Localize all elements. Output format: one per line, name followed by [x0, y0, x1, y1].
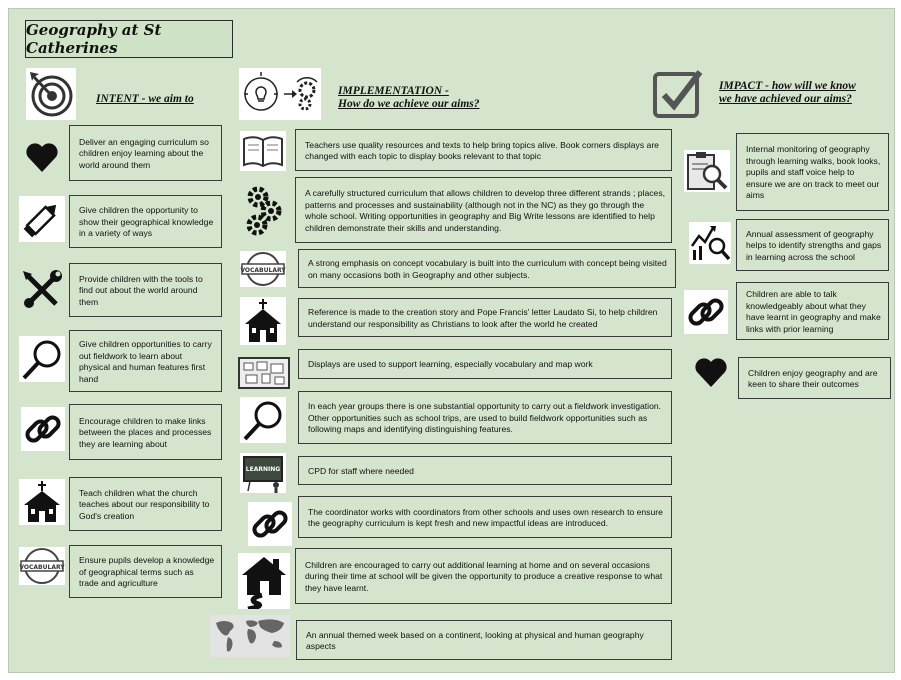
- impact-item: Internal monitoring of geography through learning walks, book looks, pupils and staff voice help to ensure we are on track to meet our aims: [736, 133, 889, 211]
- implementation-item: A carefully structured curriculum that allows children to develop three different strands ; places, patterns and processes and sustainability (although not in the NC) as they go through the whole school. Writing opportunities in geography and Big Write lessons are identified to help children demonstrate their skills and understanding.: [295, 177, 672, 243]
- page-title: Geography at St Catherines: [25, 20, 233, 58]
- impact-heading-line2: we have achieved our aims?: [719, 93, 852, 105]
- vocabulary-stamp-icon: [240, 251, 286, 287]
- impact-item: Annual assessment of geography helps to identify strengths and gaps in learning across the school: [736, 219, 889, 271]
- implementation-item: Displays are used to support learning, especially vocabulary and map work: [298, 349, 672, 379]
- implementation-item: An annual themed week based on a continent, looking at physical and human geography aspects: [296, 620, 672, 660]
- implementation-item: In each year groups there is one substantial opportunity to carry out a fieldwork investigation. Other opportunities such as school trips, are used to build fieldwork opportunities such as following maps and identifying distinguishing features.: [298, 391, 672, 444]
- heart-icon: [25, 141, 59, 175]
- svg-text:LEARNING: LEARNING: [245, 466, 281, 473]
- vocabulary-stamp-icon: [19, 547, 65, 585]
- magnifier-icon: [240, 397, 286, 443]
- impact-item: Children are able to talk knowledgeably about what they have learnt in geography and make links with prior learning: [736, 282, 889, 340]
- intent-item: Deliver an engaging curriculum so children enjoy learning about the world around them: [69, 125, 222, 181]
- chart-search-icon: [689, 222, 731, 264]
- magnifier-icon: [19, 336, 65, 382]
- gears-icon: [244, 184, 284, 236]
- implementation-heading: [338, 85, 480, 111]
- learning-board-icon: [240, 453, 286, 493]
- chain-link-icon: [684, 290, 728, 334]
- chain-link-icon: [248, 502, 292, 546]
- intent-item: Ensure pupils develop a knowledge of geographical terms such as trade and agriculture: [69, 545, 222, 598]
- implementation-item: The coordinator works with coordinators from other schools and uses own research to ensure the geography curriculum is kept fresh and new impactful ideas are introduced.: [298, 496, 672, 538]
- implementation-heading-line1: IMPLEMENTATION -: [338, 85, 449, 97]
- implementation-item: Reference is made to the creation story and Pope Francis' letter Laudato Si, to help children understand our responsibility as Christians to look after the world he created: [298, 298, 672, 337]
- intent-heading: INTENT - we aim to: [96, 93, 194, 105]
- chain-link-icon: [21, 407, 65, 451]
- world-map-icon: [210, 615, 290, 657]
- intent-item: Encourage children to make links between the places and processes they are learning about: [69, 404, 222, 460]
- impact-item: Children enjoy geography and are keen to share their outcomes: [738, 357, 891, 399]
- implementation-heading-line2: How do we achieve our aims?: [338, 98, 480, 110]
- target-icon: [26, 68, 76, 120]
- pencil-icon: [19, 196, 65, 242]
- church-icon: [240, 297, 286, 345]
- church-icon: [19, 479, 65, 525]
- intent-item: Teach children what the church teaches about our responsibility to God's creation: [69, 477, 222, 531]
- intent-item: Provide children with the tools to find out about the world around them: [69, 263, 222, 317]
- implementation-item: A strong emphasis on concept vocabulary is built into the curriculum with concept being visited on many occasions both in Geography and other subjects.: [298, 249, 676, 288]
- home-path-icon: [238, 553, 290, 609]
- checkbox-tick-icon: [652, 68, 704, 120]
- display-board-icon: [238, 357, 290, 389]
- svg-text:VOCABULARY: VOCABULARY: [240, 267, 286, 274]
- intent-item: Give children opportunities to carry out fieldwork to learn about physical and human features first hand: [69, 330, 222, 392]
- clipboard-search-icon: [684, 150, 730, 192]
- book-icon: [240, 131, 286, 171]
- implementation-item: CPD for staff where needed: [298, 456, 672, 485]
- impact-heading-line1: IMPACT - how will we know: [719, 80, 856, 92]
- tools-icon: [20, 268, 64, 312]
- idea-gears-icon: [239, 68, 321, 120]
- heart-icon: [694, 356, 728, 390]
- svg-text:VOCABULARY: VOCABULARY: [19, 564, 65, 571]
- intent-item: Give children the opportunity to show their geographical knowledge in a variety of ways: [69, 195, 222, 248]
- impact-heading: [719, 80, 856, 106]
- implementation-item: Children are encouraged to carry out additional learning at home and on several occasions during their time at school will be given the opportunity to produce a creative response to what they have learnt.: [295, 548, 672, 604]
- implementation-item: Teachers use quality resources and texts to help bring topics alive. Book corners displays are changed with each topic to display books relevant to that topic: [295, 129, 672, 171]
